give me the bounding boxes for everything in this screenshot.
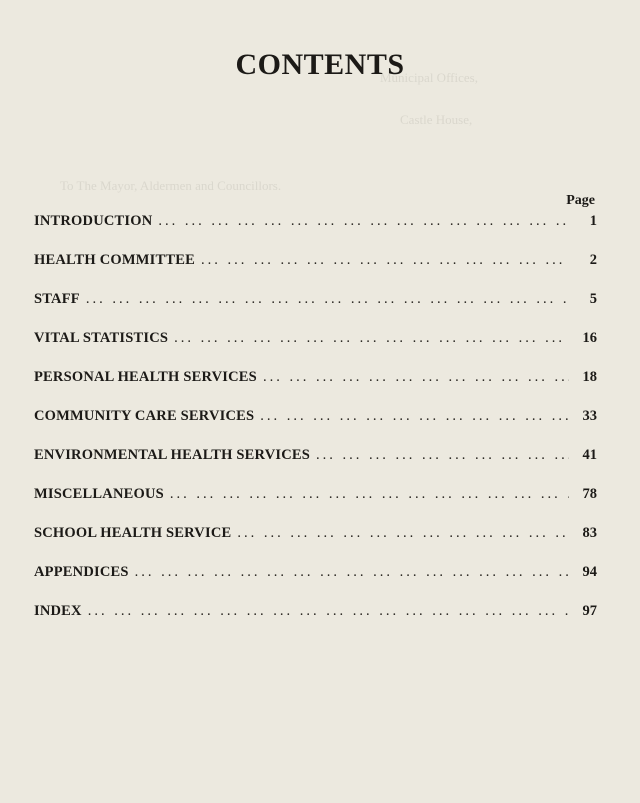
toc-entry-page: 33: [582, 408, 597, 424]
dot-leader: [260, 408, 569, 425]
page-title: CONTENTS: [235, 48, 405, 81]
toc-entry-page: 16: [582, 330, 597, 346]
toc-entry-label: SCHOOL HEALTH SERVICE: [34, 525, 232, 541]
toc-entry-environmental-health-services[interactable]: [34, 447, 597, 469]
toc-entry-introduction[interactable]: [34, 213, 597, 235]
toc-entry-page: 97: [582, 603, 597, 619]
toc-entry-label: INTRODUCTION: [34, 213, 153, 229]
dot-leader: [201, 252, 569, 269]
toc-entry-label: VITAL STATISTICS: [34, 330, 169, 346]
toc-entry-page: 41: [582, 447, 597, 463]
show-through-text: Castle House,: [400, 112, 473, 127]
toc-entry-page: 83: [582, 525, 597, 541]
dot-leader: [135, 564, 569, 581]
toc-entry-label: INDEX: [34, 603, 82, 619]
dot-leader: [158, 213, 569, 230]
toc-entry-page: 5: [589, 291, 597, 307]
toc-entry-school-health-service[interactable]: [34, 525, 597, 547]
toc-entry-label: APPENDICES: [34, 564, 129, 580]
toc-entry-page: 94: [582, 564, 597, 580]
toc-entry-label: ENVIRONMENTAL HEALTH SERVICES: [34, 447, 311, 463]
show-through-text: To The Mayor, Aldermen and Councillors.: [60, 178, 282, 193]
toc-entry-page: 18: [582, 369, 597, 385]
toc-entry-index[interactable]: [34, 603, 597, 625]
dot-leader: [316, 447, 569, 464]
toc-entry-label: HEALTH COMMITTEE: [34, 252, 195, 268]
toc-entry-label: PERSONAL HEALTH SERVICES: [34, 369, 257, 385]
dot-leader: [174, 330, 569, 347]
dot-leader: [263, 369, 569, 386]
toc-entry-miscellaneous[interactable]: [34, 486, 597, 508]
page-column-heading: Page: [566, 193, 595, 208]
toc-entry-page: 1: [589, 213, 597, 229]
toc-entry-vital-statistics[interactable]: [34, 330, 597, 352]
toc-entry-label: MISCELLANEOUS: [34, 486, 164, 502]
dot-leader: [237, 525, 569, 542]
toc-entry-staff[interactable]: [34, 291, 597, 313]
show-through-text: Municipal Offices,: [380, 70, 478, 85]
toc-entry-label: STAFF: [34, 291, 80, 307]
toc-entry-page: 2: [589, 252, 597, 268]
dot-leader: [170, 486, 569, 503]
toc-entry-label: COMMUNITY CARE SERVICES: [34, 408, 255, 424]
toc-entry-community-care-services[interactable]: [34, 408, 597, 430]
toc-entry-page: 78: [582, 486, 597, 502]
dot-leader: [86, 291, 569, 308]
toc-entry-appendices[interactable]: [34, 564, 597, 586]
toc-entry-health-committee[interactable]: [34, 252, 597, 274]
toc-entry-personal-health-services[interactable]: [34, 369, 597, 391]
dot-leader: [88, 603, 569, 620]
